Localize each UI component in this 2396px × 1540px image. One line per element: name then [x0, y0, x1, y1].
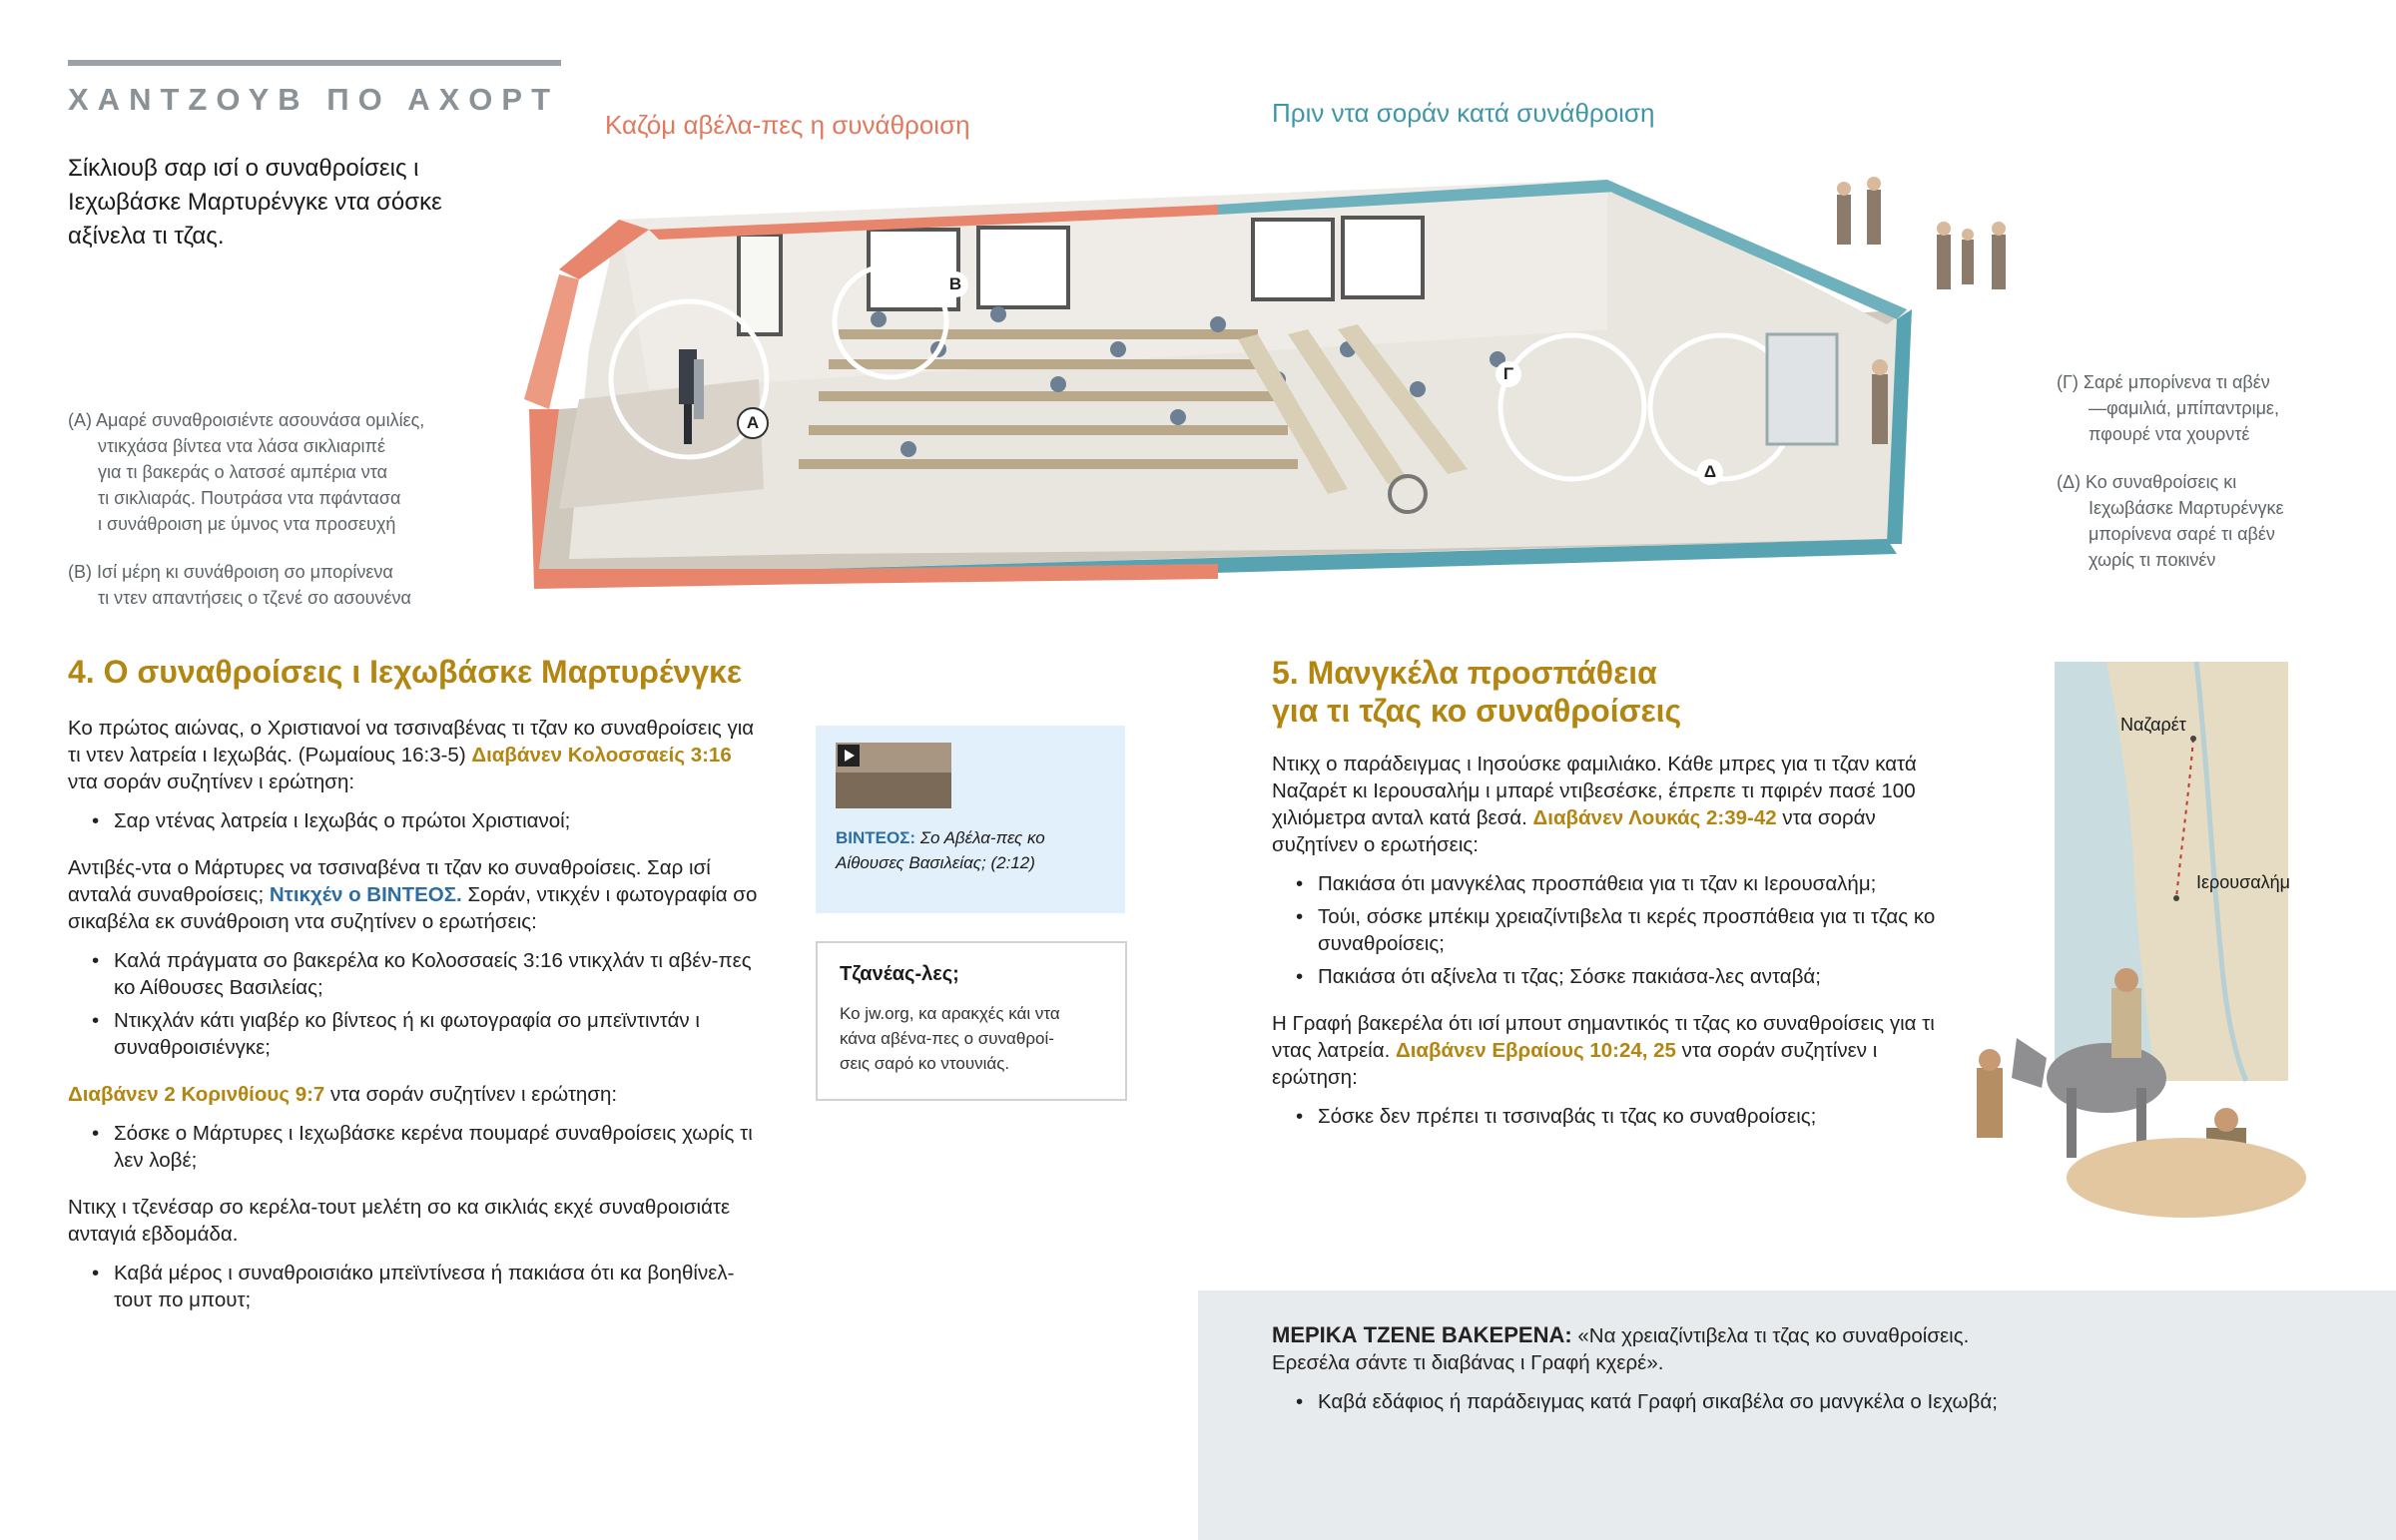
paragraph-text: Κο πρώτος αιώνας, ο Χριστιανοί να τσσιναβένας τι τζαν κο συναθροίσεις για τι ντεν λατρεία ι Ιεχωβάς. (Ρωμαίους 16:3-5): [68, 717, 755, 767]
paragraph-text: Ντικχ ο παράδειγμας ι Ιησούσκε φαμιλιάκο. Κάθε μπρες για τι τζαν κατά Ναζαρέτ κι Ιερουσαλήμ ι μπαρέ ντιβεσέσκε, έπρεπε τι πφιρέν πασέ 100 χιλιόμετρα ανταλ κατά βεσά.: [1272, 753, 1917, 829]
marker-b: Β: [942, 271, 968, 297]
caption-a-line: ντικχάσα βίντεα ντα λάσα σικλιαριπέ: [98, 436, 385, 456]
scripture-ref-corinthians[interactable]: Διαβάνεν 2 Κορινθίους 9:7: [68, 1083, 325, 1106]
question-bullet: • Πακιάσα ότι αξίνελα τι τζας; Σόσκε πακιάσα-λες ανταβά;: [1272, 963, 1961, 990]
map-label-jerusalem: Ιερουσαλήμ: [2196, 872, 2291, 892]
caption-b-line: τι ντεν απαντήσεις ο τζενέ σο ασουνένα: [98, 588, 411, 608]
tip-line: Κο jw.org, κα αρακχές κάι ντα: [840, 1004, 1060, 1023]
caption-a: [68, 407, 467, 537]
caption-d-line: Ιεχωβάσκε Μαρτυρένγκε: [2089, 498, 2284, 518]
caption-b-line: (Β) Ισί μέρη κι συνάθροιση σο μπορίνενα: [68, 562, 393, 582]
section-4-heading: 4. Ο συναθροίσεις ι Ιεχωβάσκε Μαρτυρένγκε: [68, 654, 743, 690]
scripture-ref-luke[interactable]: Διαβάνεν Λουκάς 2:39-42: [1532, 806, 1777, 829]
caption-d-line: χωρίς τι πокινέν: [2089, 550, 2216, 570]
video-title-line: Αίθουσες Βασιλείας; (2:12): [836, 853, 1035, 872]
question-bullet: • Πακιάσα ότι μανγκέλας προσπάθεια για τι τζαν κι Ιερουσαλήμ;: [1272, 870, 1961, 897]
summary-quote: [1272, 1321, 2350, 1349]
journey-map-illustration: [1957, 659, 2376, 1238]
label-before-meeting: Καζόμ αβέλα-πες η συνάθροιση: [605, 110, 970, 140]
section-5-paragraph-1: [1272, 751, 1961, 858]
caption-g: [2057, 369, 2376, 447]
caption-a-line: ι συνάθροιση με ύμνος ντα προσευχή: [98, 514, 396, 534]
summary-title: ΜΕΡΙΚΑ ΤΖΕΝΕ ΒΑΚΕΡΕΝΑ:: [1272, 1322, 1572, 1347]
map-label-nazareth: Ναζαρέτ: [2120, 715, 2186, 735]
section-5-heading-line: για τι τζας κο συναθροίσεις: [1272, 693, 1682, 729]
section-4-paragraph-2: [68, 854, 767, 935]
section-4-paragraph-4: Ντικχ ι τζενέσαρ σο κερέλα-τουτ μελέτη σο κα σικλιάς εκχέ συναθροισιάτε ανταγιά εβδομάδα.: [68, 1196, 731, 1246]
section-4-paragraph-3: [68, 1081, 767, 1108]
kicker-rule: [68, 60, 561, 66]
caption-g-line: —φαμιλιά, μπίπαντριμε,: [2089, 398, 2279, 418]
lesson-kicker: ΧΑΝΤΖΟΥΒ ΠΟ ΑΧΟΡΤ: [68, 82, 560, 117]
video-thumbnail[interactable]: [836, 743, 951, 808]
tip-line: κάνα αβένα-πες ο συναθροί-: [840, 1029, 1054, 1048]
section-5-heading-line: 5. Μανγκέλα προσπάθεια: [1272, 655, 1657, 691]
paragraph-text: ντα σοράν συζητίνεν ι ερώτηση:: [68, 770, 355, 793]
play-icon[interactable]: [838, 745, 860, 767]
caption-a-line: τι σικλιαράς. Πουτράσα ντα πφάντασα: [98, 488, 401, 508]
section-5-heading: [1272, 654, 1681, 730]
tip-line: σεις σαρό κο ντουνιάς.: [840, 1054, 1010, 1073]
video-title-line: Σο Αβέλα-πες κο: [919, 828, 1045, 847]
marker-d: Δ: [1697, 459, 1723, 485]
caption-d: [2057, 469, 2376, 573]
question-bullet: • Σαρ ντένας λατρεία ι Ιεχωβάς ο πρώτοι Χριστιανοί;: [68, 807, 767, 834]
label-after-meeting: Πριν ντα σοράν κατά συνάθροιση: [1272, 98, 1655, 128]
paragraph-text: Αντιβές-ντα ο Μάρτυρες να τσσιναβένα τι τζαν κο συναθροίσεις. Σαρ ισί ανταλά συναθροίσεις;: [68, 856, 711, 906]
question-bullet: • Καβά μέρος ι συναθροισιάκο μπεϊντίνεσα ή πακιάσα ότι κα βοηθίνελ-τουτ πο μπουτ;: [68, 1260, 767, 1313]
video-label: ΒΙΝΤΕΟΣ:: [836, 828, 916, 847]
caption-a-line: (Α) Αμαρέ συναθροισιέντε ασουνάσα ομιλίες,: [68, 410, 425, 430]
summary-text: [1272, 1321, 2350, 1415]
section-4-paragraph-1: [68, 715, 767, 795]
caption-b: [68, 559, 467, 611]
marker-g: Γ: [1496, 361, 1521, 387]
paragraph-text: ντα σοράν συζητίνεν ι ερώτηση:: [324, 1083, 618, 1106]
section-4-body: [68, 715, 767, 1313]
marker-a: Α: [737, 407, 769, 439]
caption-a-line: για τι βακεράς ο λατσσέ αμπέρια ντα: [98, 462, 387, 482]
caption-d-line: μπορίνενα σαρέ τι αβέν: [2089, 524, 2275, 544]
section-5-paragraph-2: [1272, 1010, 1961, 1091]
arriving-people-illustration: [1817, 175, 2057, 454]
paragraph-text: Σοράν, ντικχέν ι φωτογραφία σο σικαβέλα εκ συνάθροιση ντα συζητίνεν ο ερωτήσεις:: [68, 883, 758, 933]
paragraph-text: Η Γραφή βακερέλα ότι ισί μπουτ σημαντικός τι τζας κο συναθροίσεις για τι ντας λατρεία.: [1272, 1012, 1935, 1062]
caption-g-line: (Γ) Σαρέ μπορίνενα τι αβέν: [2057, 372, 2270, 392]
video-box[interactable]: [816, 726, 1125, 913]
tip-title: Τζανέας-λες;: [840, 963, 959, 985]
question-bullet: • Καλά πράγματα σο βακερέλα κο Κολοσσαείς 3:16 ντικχλάν τι αβέν-πες κο Αίθουσες Βασιλείας;: [68, 947, 767, 1001]
question-bullet: • Καβά εδάφιος ή παράδειγμας κατά Γραφή σικαβέλα σο μανγκέλα ο Ιεχωβά;: [1272, 1388, 2350, 1415]
lesson-intro: Σίκλιουβ σαρ ισί ο συναθροίσεις ι Ιεχωβάσκε Μαρτυρένγκε ντα σόσκε αξίνελα τι τζας.: [68, 155, 442, 250]
paragraph-text: ντα σοράν συζητίνεν ο ερωτήσεις:: [1272, 806, 1876, 856]
caption-d-line: (Δ) Κο συναθροίσεις κι: [2057, 472, 2237, 492]
question-bullet: • Ντικχλάν κάτι γιαβέρ κο βίντεος ή κι φωτογραφία σο μπεϊντιντάν ι συναθροισιένγκε;: [68, 1007, 767, 1061]
did-you-know-box: [816, 941, 1127, 1101]
tip-text: [840, 1001, 1109, 1076]
section-5-body: [1272, 751, 1961, 1130]
question-bullet: • Σόσκε δεν πρέπει τι τσσιναβάς τι τζας κο συναθροίσεις;: [1272, 1103, 1961, 1130]
question-bullet: • Σόσκε ο Μάρτυρες ι Ιεχωβάσκε κερένα πουμαρέ συναθροίσεις χωρίς τι λεν λοβέ;: [68, 1120, 767, 1174]
summary-quote-line: «Να χρειαζίντιβελα τι τζας κο συναθροίσεις.: [1571, 1324, 1970, 1347]
question-bullet: • Τούι, σόσκε μπέκιμ χρειαζίντιβελα τι κερές προσπάθεια για τι τζας κο συναθροίσεις;: [1272, 903, 1961, 957]
video-caption: [836, 825, 1115, 875]
kingdom-hall-illustration: [519, 160, 2037, 609]
scripture-ref-hebrews[interactable]: Διαβάνεν Εβραίους 10:24, 25: [1395, 1039, 1676, 1062]
summary-quote-line: Ερεσέλα σάντε τι διαβάνας ι Γραφή κχερέ».: [1272, 1351, 1664, 1374]
paragraph-text: ντα σοράν συζητίνεν ι ερώτηση:: [1272, 1039, 1878, 1089]
watch-video-link[interactable]: Ντικχέν ο ΒΙΝΤΕΟΣ.: [269, 883, 462, 906]
scripture-ref-colossians[interactable]: Διαβάνεν Κολοσσαείς 3:16: [471, 744, 732, 767]
caption-g-line: πφουρέ ντα χουρντέ: [2089, 424, 2250, 444]
